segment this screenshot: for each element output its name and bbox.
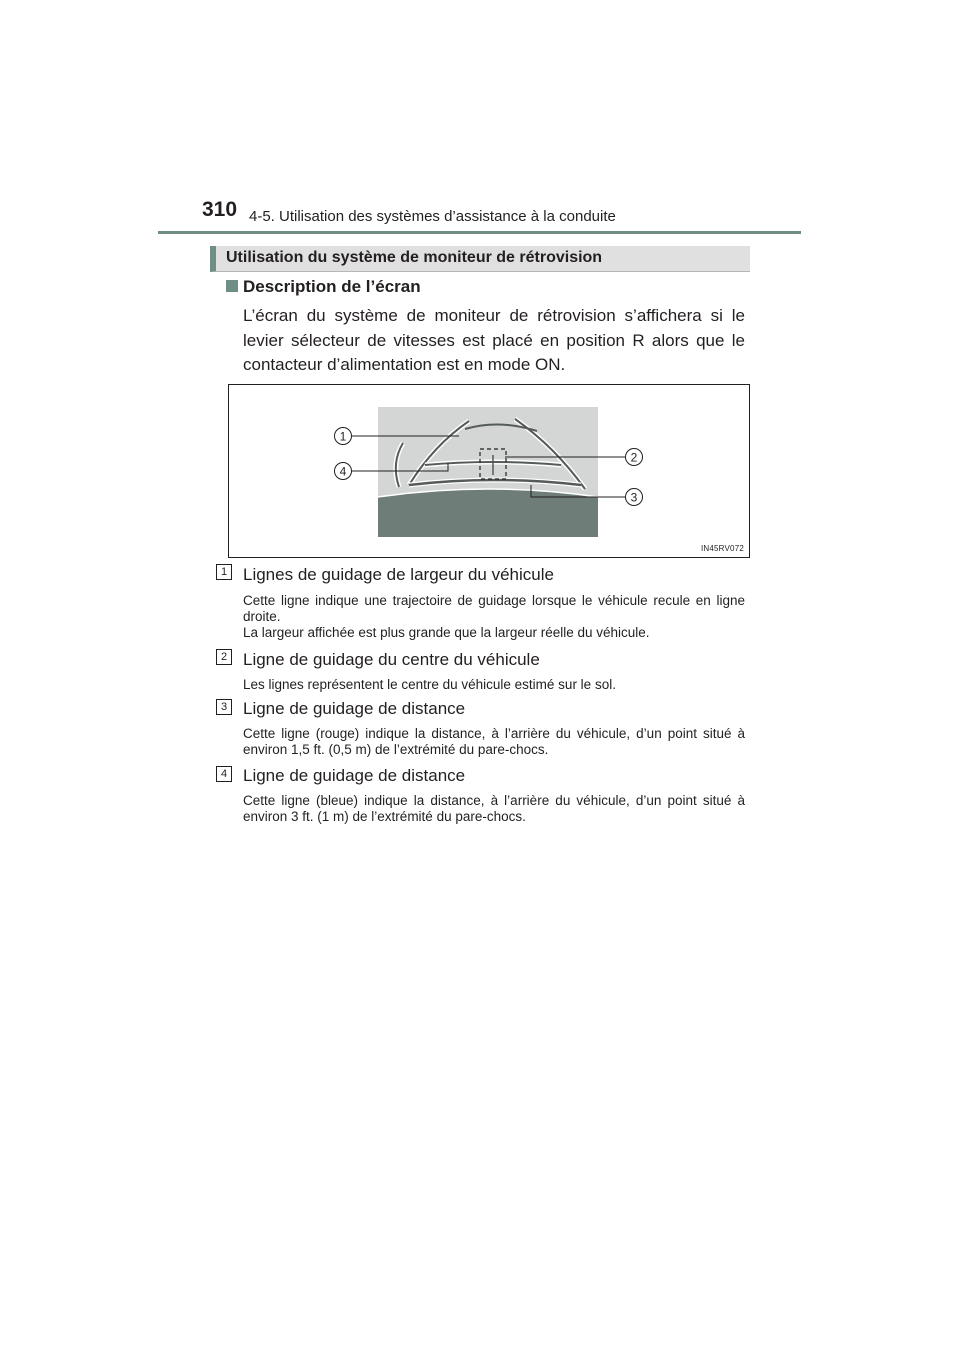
- item-title: Lignes de guidage de largeur du véhicule: [243, 565, 554, 584]
- callout-4: [335, 463, 352, 480]
- subsection-heading: Description de l’écran: [243, 277, 421, 296]
- square-bullet-icon: [226, 280, 238, 292]
- item-number-badge: 1: [216, 564, 232, 580]
- item-description: [243, 677, 745, 693]
- item-description: [243, 793, 745, 825]
- figure-code: IN45RV072: [700, 544, 744, 553]
- item-description-line: Cette ligne (rouge) indique la distance, à l’arrière du véhicule, d’un point situé à environ 1,5 ft. (0,5 m) de l’extrémité du pare-chocs.: [243, 726, 745, 757]
- item-description-line: La largeur affichée est plus grande que la largeur réelle du véhicule.: [243, 625, 650, 640]
- item-description-line: Les lignes représentent le centre du véhicule estimé sur le sol.: [243, 677, 616, 692]
- item-number-badge: 3: [216, 699, 232, 715]
- header-rule: [158, 231, 801, 234]
- rear-view-monitor-figure: [228, 384, 750, 558]
- section-title: Utilisation du système de moniteur de rétrovision: [226, 249, 603, 266]
- item-title: Ligne de guidage de distance: [243, 699, 466, 718]
- rear-bumper: [378, 489, 598, 537]
- monitor-screen-illustration: [229, 385, 749, 557]
- item-description: [243, 593, 745, 641]
- item-description-line: Cette ligne (bleue) indique la distance, à l’arrière du véhicule, d’un point situé à environ 3 ft. (1 m) de l’extrémité du pare-chocs.: [243, 793, 745, 824]
- section-heading-bar: [210, 246, 750, 272]
- item-description-line: Cette ligne indique une trajectoire de guidage lorsque le véhicule recule en ligne droite.: [243, 593, 745, 624]
- item-number-badge: 2: [216, 649, 232, 665]
- callout-1-label: 1: [339, 429, 347, 444]
- item-title: Ligne de guidage du centre du véhicule: [243, 650, 540, 669]
- item-title: Ligne de guidage de distance: [243, 766, 466, 785]
- callout-3: [626, 489, 643, 506]
- callout-2: [626, 449, 643, 466]
- callout-3-label: 3: [630, 490, 638, 505]
- callout-2-label: 2: [630, 450, 638, 465]
- item-number-badge: 4: [216, 766, 232, 782]
- intro-paragraph: L’écran du système de moniteur de rétrovision s’affichera si le levier sélecteur de vitesses est placé en position R alors que le contacteur d’alimentation est en mode ON.: [243, 306, 745, 374]
- item-description: [243, 726, 745, 758]
- page-number: 310: [202, 198, 238, 221]
- chapter-title: 4-5. Utilisation des systèmes d’assistance à la conduite: [249, 208, 616, 225]
- callout-4-label: 4: [339, 464, 347, 479]
- callout-1: [335, 428, 352, 445]
